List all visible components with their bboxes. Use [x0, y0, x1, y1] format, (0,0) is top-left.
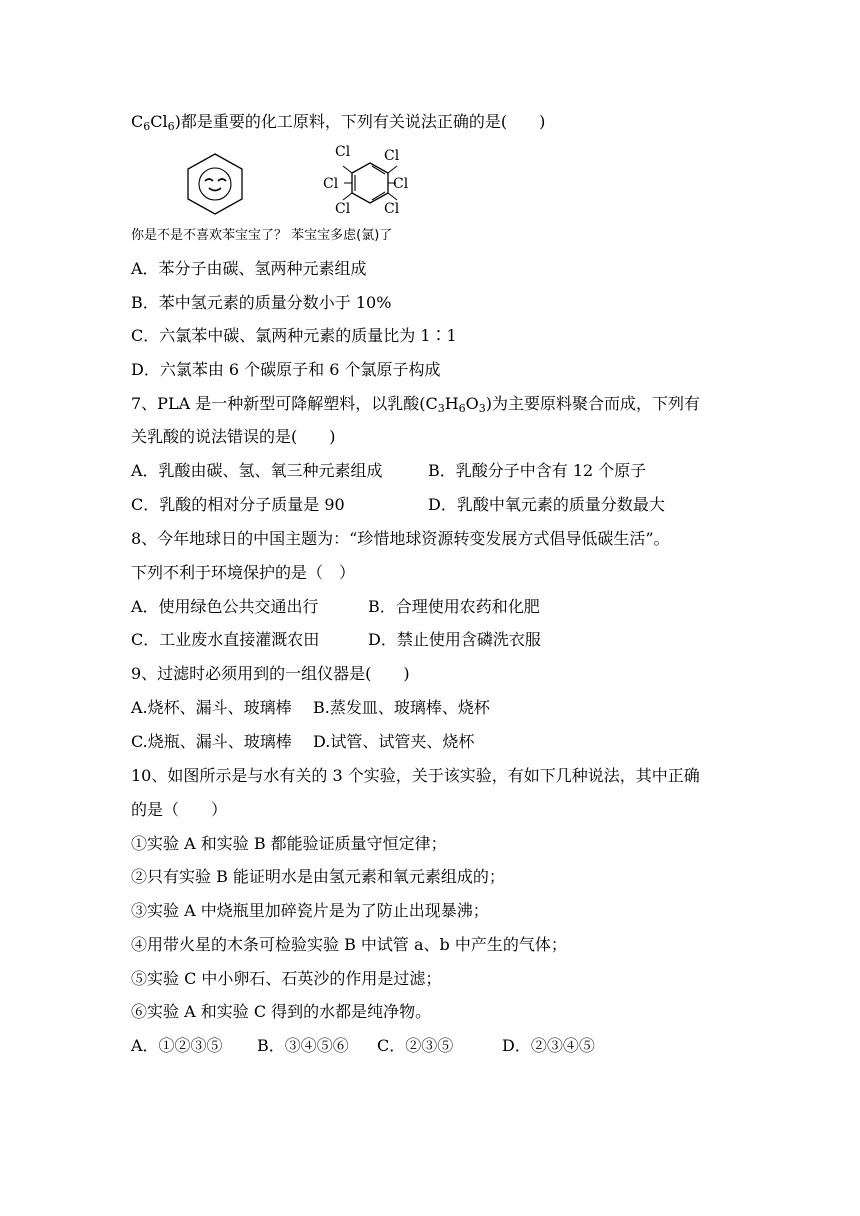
- hexachlorobenzene-formula: $C_6Cl_6$): [131, 112, 181, 133]
- q8-stem-line2: 下列不利于环境保护的是（ ）: [131, 563, 356, 582]
- cl-atom: Cl: [335, 201, 351, 217]
- q9-options-row1: [131, 698, 490, 718]
- q7-options-row1: [131, 461, 647, 481]
- q7-options-row2: [131, 495, 665, 515]
- q7-option-d: D．乳酸中氧元素的质量分数最大: [428, 495, 665, 514]
- cl-atom: Cl: [393, 176, 409, 192]
- q10-statement-2: ②只有实验 B 能证明水是由氢元素和氧元素组成的；: [131, 867, 505, 886]
- q7-option-c: C．乳酸的相对分子质量是 90: [131, 495, 345, 514]
- q10-stem: 10、如图所示是与水有关的 3 个实验，关于该实验，有如下几种说法，其中正确: [131, 766, 700, 785]
- q7-option-b: B．乳酸分子中含有 12 个原子: [428, 461, 647, 480]
- q6-option-c: C．六氯苯中碳、氯两种元素的质量比为 1∶1: [131, 326, 457, 345]
- q10-statement-5: ⑤实验 C 中小卵石、石英沙的作用是过滤；: [131, 969, 442, 988]
- q8-stem: 8、今年地球日的中国主题为：“珍惜地球资源转变发展方式倡导低碳生活”。: [131, 529, 670, 548]
- q8-options-row2: [131, 630, 541, 650]
- q6-option-d: D．六氯苯由 6 个碳原子和 6 个氯原子构成: [131, 360, 441, 379]
- q6-option-b: B．苯中氢元素的质量分数小于 10%: [131, 293, 392, 312]
- q8-options-row1: [131, 597, 540, 617]
- q9-option-d: D.试管、试管夹、烧杯: [313, 732, 475, 751]
- figure-caption: 你是不是不喜欢苯宝宝了？ 苯宝宝多虑(氯)了: [131, 228, 393, 243]
- q10-statement-1: ①实验 A 和实验 B 都能验证质量守恒定律；: [131, 834, 447, 853]
- q9-option-a: A.烧杯、漏斗、玻璃棒: [131, 698, 292, 717]
- q10-option-a: A．①②③⑤: [131, 1036, 223, 1055]
- cl-atom: Cl: [323, 176, 339, 192]
- cl-atom: Cl: [384, 201, 400, 217]
- q9-options-row2: [131, 732, 475, 752]
- question-6-stem-tail: $C_6Cl_6$)都是重要的化工原料，下列有关说法正确的是( ): [131, 112, 546, 133]
- q6-option-a: A．苯分子由碳、氢两种元素组成: [131, 259, 367, 278]
- benzene-face-icon: [188, 154, 242, 214]
- q10-option-d: D．②③④⑤: [502, 1036, 595, 1055]
- cl-atom: Cl: [335, 144, 351, 160]
- q10-options-row: [131, 1036, 595, 1056]
- q9-option-b: B.蒸发皿、玻璃棒、烧杯: [313, 698, 490, 717]
- q9-option-c: C.烧瓶、漏斗、玻璃棒: [131, 732, 292, 751]
- q7-stem: 7、PLA 是一种新型可降解塑料，以乳酸$(C_3H_6O_3)$为主要原料聚合而成，下列有: [131, 394, 701, 415]
- q10-statement-6: ⑥实验 A 和实验 C 得到的水都是纯净物。: [131, 1002, 432, 1021]
- cl-atom: Cl: [384, 148, 400, 164]
- q8-option-d: D．禁止使用含磷洗衣服: [368, 630, 541, 649]
- q10-stem-line2: 的是（ ）: [131, 800, 228, 819]
- q10-option-c: C．②③⑤: [377, 1036, 454, 1055]
- q9-stem: 9、过滤时必须用到的一组仪器是( ): [131, 664, 410, 683]
- q8-option-c: C．工业废水直接灌溉农田: [131, 630, 320, 649]
- q10-option-b: B．③④⑤⑥: [257, 1036, 349, 1055]
- q8-option-b: B．合理使用农药和化肥: [368, 597, 540, 616]
- lactic-acid-formula: $C_3H_6O_3$: [425, 394, 486, 415]
- q10-statement-3: ③实验 A 中烧瓶里加碎瓷片是为了防止出现暴沸；: [131, 901, 489, 920]
- q7-stem-line2: 关乳酸的说法错误的是( ): [131, 427, 336, 446]
- q8-option-a: A．使用绿色公共交通出行: [131, 597, 319, 616]
- q7-option-a: A．乳酸由碳、氢、氧三种元素组成: [131, 461, 383, 480]
- benzene-structures-figure: [180, 140, 420, 228]
- hexachlorobenzene-structure-icon: [323, 144, 409, 217]
- q10-statement-4: ④用带火星的木条可检验实验 B 中试管 a、b 中产生的气体；: [131, 935, 567, 954]
